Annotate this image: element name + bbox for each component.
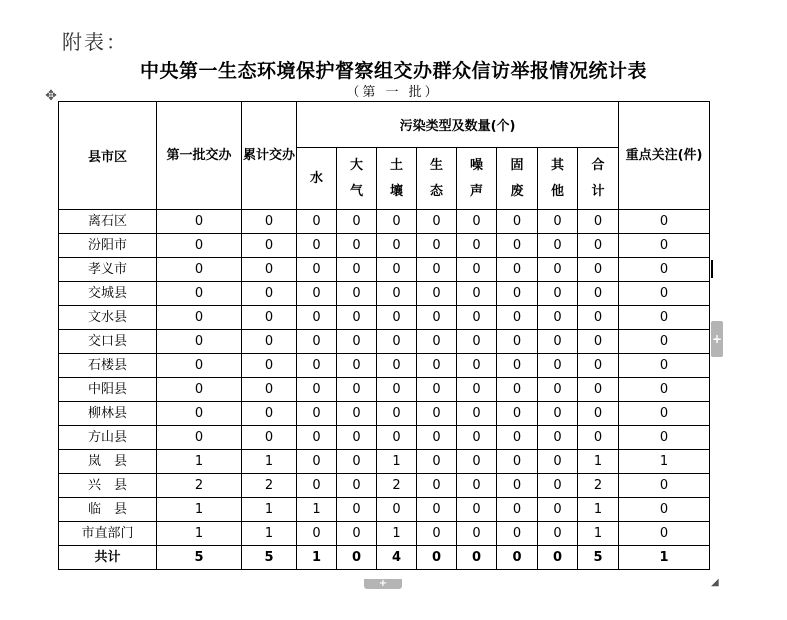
value-cell[interactable]: 0 (337, 282, 377, 306)
value-cell[interactable]: 0 (497, 354, 538, 378)
value-cell[interactable]: 0 (242, 210, 297, 234)
value-cell[interactable]: 0 (337, 258, 377, 282)
table-row (59, 234, 710, 258)
value-cell[interactable]: 0 (619, 522, 710, 546)
value-cell[interactable]: 0 (497, 210, 538, 234)
value-cell[interactable]: 0 (457, 234, 497, 258)
value-cell[interactable]: 0 (297, 450, 337, 474)
value-cell[interactable]: 0 (377, 306, 417, 330)
header-type: 噪声 (457, 148, 497, 210)
county-cell[interactable]: 孝义市 (59, 258, 157, 282)
county-cell[interactable]: 中阳县 (59, 378, 157, 402)
value-cell[interactable]: 0 (578, 258, 619, 282)
county-cell[interactable]: 岚 县 (59, 450, 157, 474)
table-row (59, 474, 710, 498)
value-cell[interactable]: 1 (578, 498, 619, 522)
value-cell[interactable]: 0 (157, 210, 242, 234)
value-cell[interactable]: 0 (242, 402, 297, 426)
value-cell[interactable]: 1 (619, 450, 710, 474)
value-cell[interactable]: 0 (337, 378, 377, 402)
value-cell[interactable]: 0 (578, 306, 619, 330)
value-cell[interactable]: 0 (457, 258, 497, 282)
value-cell[interactable]: 0 (297, 426, 337, 450)
value-cell[interactable]: 0 (157, 378, 242, 402)
value-cell[interactable]: 1 (242, 522, 297, 546)
value-cell[interactable]: 5 (578, 546, 619, 570)
value-cell[interactable]: 0 (457, 378, 497, 402)
table-row (59, 498, 710, 522)
value-cell[interactable]: 0 (578, 330, 619, 354)
value-cell[interactable]: 0 (242, 234, 297, 258)
value-cell[interactable]: 0 (337, 330, 377, 354)
value-cell[interactable]: 0 (242, 306, 297, 330)
value-cell[interactable]: 0 (538, 450, 578, 474)
table-row (59, 426, 710, 450)
table-row (59, 450, 710, 474)
value-cell[interactable]: 0 (578, 282, 619, 306)
value-cell[interactable]: 1 (578, 522, 619, 546)
value-cell[interactable]: 0 (417, 498, 457, 522)
value-cell[interactable]: 0 (538, 306, 578, 330)
header-type: 大气 (337, 148, 377, 210)
table-row (59, 258, 710, 282)
county-cell[interactable]: 交口县 (59, 330, 157, 354)
value-cell[interactable]: 0 (417, 234, 457, 258)
value-cell[interactable]: 0 (297, 402, 337, 426)
value-cell[interactable]: 4 (377, 546, 417, 570)
value-cell[interactable]: 0 (417, 330, 457, 354)
value-cell[interactable]: 0 (457, 498, 497, 522)
value-cell[interactable]: 0 (417, 282, 457, 306)
value-cell[interactable]: 0 (497, 450, 538, 474)
value-cell[interactable]: 0 (538, 234, 578, 258)
header-cumulative: 累计交办 (242, 102, 297, 210)
value-cell[interactable]: 2 (157, 474, 242, 498)
value-cell[interactable]: 0 (497, 426, 538, 450)
value-cell[interactable]: 0 (619, 354, 710, 378)
value-cell[interactable]: 0 (619, 234, 710, 258)
value-cell[interactable]: 0 (578, 426, 619, 450)
value-cell[interactable]: 0 (457, 546, 497, 570)
value-cell[interactable]: 0 (619, 474, 710, 498)
value-cell[interactable]: 1 (377, 522, 417, 546)
value-cell[interactable]: 0 (417, 354, 457, 378)
value-cell[interactable]: 0 (538, 258, 578, 282)
table-row (59, 306, 710, 330)
value-cell[interactable]: 1 (157, 450, 242, 474)
value-cell[interactable]: 0 (297, 234, 337, 258)
header-first-batch: 第一批交办 (157, 102, 242, 210)
value-cell[interactable]: 0 (157, 354, 242, 378)
header-type: 水 (297, 148, 337, 210)
value-cell[interactable]: 0 (497, 546, 538, 570)
value-cell[interactable]: 0 (377, 426, 417, 450)
header-pollution-types: 污染类型及数量(个) (297, 102, 619, 148)
value-cell[interactable]: 0 (457, 282, 497, 306)
value-cell[interactable]: 0 (337, 450, 377, 474)
value-cell[interactable]: 0 (417, 306, 457, 330)
value-cell[interactable]: 0 (538, 546, 578, 570)
value-cell[interactable]: 0 (538, 474, 578, 498)
total-row (59, 546, 710, 570)
value-cell[interactable]: 0 (297, 474, 337, 498)
value-cell[interactable]: 0 (337, 474, 377, 498)
value-cell[interactable]: 0 (497, 282, 538, 306)
value-cell[interactable]: 0 (417, 210, 457, 234)
value-cell[interactable]: 0 (337, 402, 377, 426)
value-cell[interactable]: 0 (497, 522, 538, 546)
value-cell[interactable]: 0 (497, 330, 538, 354)
value-cell[interactable]: 0 (497, 402, 538, 426)
value-cell[interactable]: 0 (417, 474, 457, 498)
value-cell[interactable]: 0 (377, 354, 417, 378)
batch-subtitle: （第 一 批） (346, 85, 441, 100)
value-cell[interactable]: 1 (242, 450, 297, 474)
table-move-icon[interactable]: ✥ (45, 88, 57, 104)
value-cell[interactable]: 0 (578, 234, 619, 258)
value-cell[interactable]: 1 (242, 498, 297, 522)
value-cell[interactable]: 0 (242, 354, 297, 378)
value-cell[interactable]: 0 (457, 306, 497, 330)
value-cell[interactable]: 0 (297, 306, 337, 330)
value-cell[interactable]: 0 (457, 522, 497, 546)
value-cell[interactable]: 0 (538, 282, 578, 306)
value-cell[interactable]: 0 (497, 306, 538, 330)
value-cell[interactable]: 0 (538, 426, 578, 450)
value-cell[interactable]: 0 (417, 546, 457, 570)
value-cell[interactable]: 0 (619, 306, 710, 330)
value-cell[interactable]: 0 (538, 378, 578, 402)
value-cell[interactable]: 0 (157, 282, 242, 306)
county-cell[interactable]: 石楼县 (59, 354, 157, 378)
county-cell[interactable]: 共计 (59, 546, 157, 570)
table-row (59, 282, 710, 306)
value-cell[interactable]: 1 (377, 450, 417, 474)
value-cell[interactable]: 0 (497, 234, 538, 258)
value-cell[interactable]: 0 (457, 450, 497, 474)
table-row (59, 210, 710, 234)
table-row (59, 402, 710, 426)
value-cell[interactable]: 0 (619, 402, 710, 426)
value-cell[interactable]: 2 (242, 474, 297, 498)
value-cell[interactable]: 0 (157, 258, 242, 282)
value-cell[interactable]: 0 (457, 210, 497, 234)
table-resize-icon[interactable]: ◢ (711, 577, 719, 588)
value-cell[interactable]: 0 (377, 378, 417, 402)
value-cell[interactable]: 0 (297, 378, 337, 402)
value-cell[interactable]: 0 (337, 234, 377, 258)
value-cell[interactable]: 0 (457, 426, 497, 450)
county-cell[interactable]: 兴 县 (59, 474, 157, 498)
value-cell[interactable]: 0 (538, 210, 578, 234)
value-cell[interactable]: 2 (578, 474, 619, 498)
value-cell[interactable]: 0 (337, 306, 377, 330)
value-cell[interactable]: 0 (297, 282, 337, 306)
add-row-handle[interactable]: + (364, 579, 402, 589)
statistics-table (58, 101, 710, 570)
value-cell[interactable]: 0 (377, 234, 417, 258)
value-cell[interactable]: 0 (337, 354, 377, 378)
county-cell[interactable]: 方山县 (59, 426, 157, 450)
value-cell[interactable]: 0 (578, 402, 619, 426)
value-cell[interactable]: 0 (417, 450, 457, 474)
header-type: 合计 (578, 148, 619, 210)
value-cell[interactable]: 0 (417, 402, 457, 426)
header-type: 其他 (538, 148, 578, 210)
value-cell[interactable]: 0 (497, 498, 538, 522)
value-cell[interactable]: 0 (497, 258, 538, 282)
appendix-label: 附表： (62, 30, 128, 54)
value-cell[interactable]: 0 (157, 330, 242, 354)
value-cell[interactable]: 5 (157, 546, 242, 570)
value-cell[interactable]: 1 (297, 498, 337, 522)
text-cursor (711, 260, 713, 278)
value-cell[interactable]: 0 (297, 330, 337, 354)
value-cell[interactable]: 0 (242, 282, 297, 306)
value-cell[interactable]: 0 (377, 282, 417, 306)
header-key-focus: 重点关注(件) (619, 102, 710, 210)
document-title: 中央第一生态环境保护督察组交办群众信访举报情况统计表 (139, 60, 647, 82)
table-row (59, 354, 710, 378)
value-cell[interactable]: 0 (457, 474, 497, 498)
value-cell[interactable]: 0 (242, 330, 297, 354)
value-cell[interactable]: 0 (578, 354, 619, 378)
value-cell[interactable]: 0 (619, 330, 710, 354)
value-cell[interactable]: 0 (538, 354, 578, 378)
value-cell[interactable]: 0 (578, 210, 619, 234)
value-cell[interactable]: 0 (538, 522, 578, 546)
county-cell[interactable]: 交城县 (59, 282, 157, 306)
county-cell[interactable]: 市直部门 (59, 522, 157, 546)
value-cell[interactable]: 0 (242, 378, 297, 402)
value-cell[interactable]: 0 (619, 210, 710, 234)
header-type: 生态 (417, 148, 457, 210)
value-cell[interactable]: 0 (619, 498, 710, 522)
value-cell[interactable]: 0 (242, 258, 297, 282)
value-cell[interactable]: 1 (297, 546, 337, 570)
county-cell[interactable]: 临 县 (59, 498, 157, 522)
value-cell[interactable]: 5 (242, 546, 297, 570)
value-cell[interactable]: 0 (538, 498, 578, 522)
add-column-handle[interactable]: + (711, 321, 723, 357)
value-cell[interactable]: 0 (337, 498, 377, 522)
value-cell[interactable]: 0 (497, 474, 538, 498)
value-cell[interactable]: 0 (417, 378, 457, 402)
table-row (59, 330, 710, 354)
value-cell[interactable]: 0 (497, 378, 538, 402)
value-cell[interactable]: 0 (297, 354, 337, 378)
value-cell[interactable]: 0 (619, 282, 710, 306)
header-county: 县市区 (59, 102, 157, 210)
value-cell[interactable]: 0 (417, 522, 457, 546)
value-cell[interactable]: 0 (578, 378, 619, 402)
header-type: 土壤 (377, 148, 417, 210)
county-cell[interactable]: 柳林县 (59, 402, 157, 426)
county-cell[interactable]: 离石区 (59, 210, 157, 234)
value-cell[interactable]: 0 (417, 426, 457, 450)
value-cell[interactable]: 0 (157, 306, 242, 330)
table-row (59, 522, 710, 546)
value-cell[interactable]: 0 (538, 330, 578, 354)
value-cell[interactable]: 0 (242, 426, 297, 450)
table-row (59, 378, 710, 402)
value-cell[interactable]: 0 (538, 402, 578, 426)
value-cell[interactable]: 0 (377, 258, 417, 282)
value-cell[interactable]: 0 (619, 426, 710, 450)
value-cell[interactable]: 0 (457, 402, 497, 426)
value-cell[interactable]: 0 (377, 402, 417, 426)
value-cell[interactable]: 0 (417, 258, 457, 282)
value-cell[interactable]: 0 (457, 330, 497, 354)
value-cell[interactable]: 0 (377, 330, 417, 354)
value-cell[interactable]: 0 (297, 210, 337, 234)
value-cell[interactable]: 0 (157, 426, 242, 450)
value-cell[interactable]: 0 (297, 522, 337, 546)
value-cell[interactable]: 2 (377, 474, 417, 498)
value-cell[interactable]: 0 (457, 354, 497, 378)
value-cell[interactable]: 0 (337, 210, 377, 234)
value-cell[interactable]: 1 (578, 450, 619, 474)
value-cell[interactable]: 0 (157, 234, 242, 258)
value-cell[interactable]: 1 (157, 522, 242, 546)
header-type: 固废 (497, 148, 538, 210)
value-cell[interactable]: 0 (337, 426, 377, 450)
county-cell[interactable]: 文水县 (59, 306, 157, 330)
county-cell[interactable]: 汾阳市 (59, 234, 157, 258)
value-cell[interactable]: 0 (157, 402, 242, 426)
value-cell[interactable]: 1 (619, 546, 710, 570)
value-cell[interactable]: 0 (619, 378, 710, 402)
value-cell[interactable]: 0 (377, 210, 417, 234)
value-cell[interactable]: 0 (377, 498, 417, 522)
value-cell[interactable]: 0 (337, 522, 377, 546)
value-cell[interactable]: 0 (297, 258, 337, 282)
value-cell[interactable]: 0 (619, 258, 710, 282)
value-cell[interactable]: 0 (337, 546, 377, 570)
value-cell[interactable]: 1 (157, 498, 242, 522)
